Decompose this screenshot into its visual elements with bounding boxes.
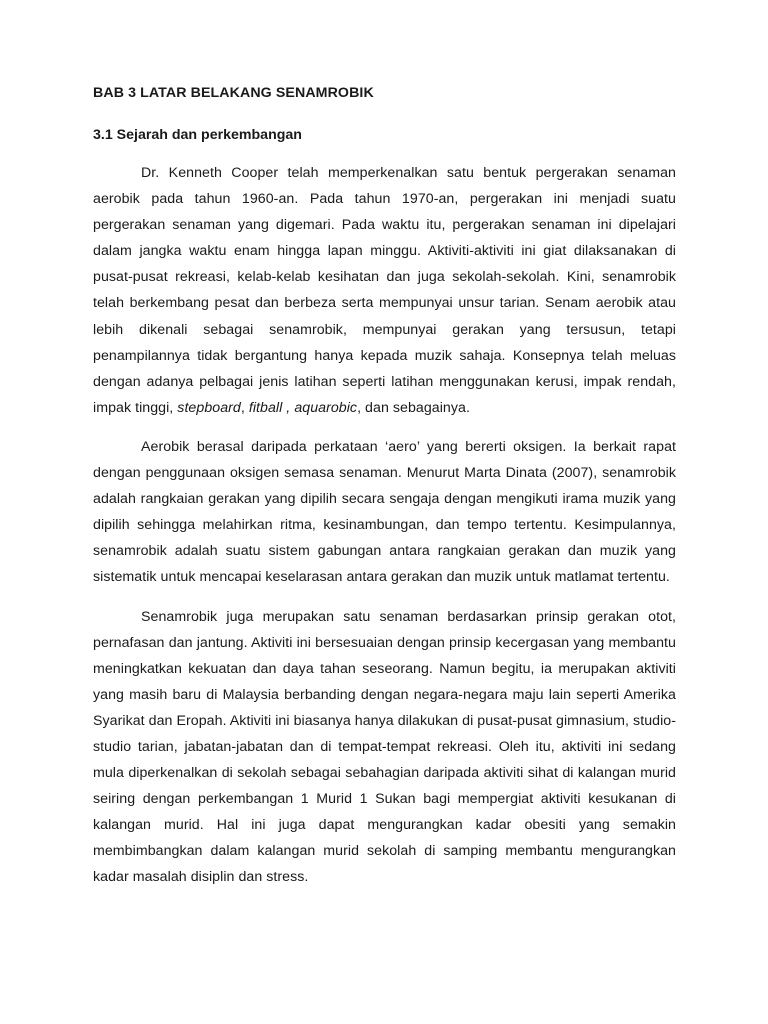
term-fitball: fitball , [248,399,291,416]
separator-1: , [240,399,249,416]
paragraph-1 [93,160,676,421]
section-title: 3.1 Sejarah dan perkembangan [93,127,302,143]
paragraph-1-text-a: Dr. Kenneth Cooper telah memperkenalkan satu bentuk pergerakan senaman aerobik pada tahun 1960-an. Pada tahun 1970-an, pergerakan ini menjadi suatu pergerakan senaman yang digemari. Pada waktu itu, pergerakan senaman ini dipelajari dalam jangka waktu enam hingga lapan minggu. Aktiviti-aktiviti ini giat dilaksanakan di pusat-pusat rekreasi, kelab-kelab kesihatan dan juga sekolah-sekolah. Kini, senamrobik telah berkembang pesat dan berbeza serta mempunyai unsur tarian. Senam aerobik atau lebih dikenali sebagai senamrobik, mempunyai gerakan yang tersusun, tetapi penampilannya tidak bergantung hanya kepada muzik sahaja. Konsepnya telah meluas dengan adanya pelbagai jenis latihan seperti latihan menggunakan kerusi, impak rendah, impak tinggi, [93,165,676,416]
paragraph-1-text-b: , dan sebagainya. [357,399,470,416]
paragraph-3: Senamrobik juga merupakan satu senaman berdasarkan prinsip gerakan otot, pernafasan dan jantung. Aktiviti ini bersesuaian dengan prinsip kecergasan yang membantu meningkatkan kekuatan dan daya tahan seseorang. Namun begitu, ia merupakan aktiviti yang masih baru di Malaysia berbanding dengan negara-negara maju lain seperti Amerika Syarikat dan Eropah. Aktiviti ini biasanya hanya dilakukan di pusat-pusat gimnasium, studio-studio tarian, jabatan-jabatan dan di tempat-tempat rekreasi. Oleh itu, aktiviti ini sedang mula diperkenalkan di sekolah sebagai sebahagian daripada aktiviti sihat di kalangan murid seiring dengan perkembangan 1 Murid 1 Sukan bagi mempergiat aktiviti kesukanan di kalangan murid. Hal ini juga dapat mengurangkan kadar obesiti yang semakin membimbangkan dalam kalangan murid sekolah di samping membantu mengurangkan kadar masalah disiplin dan stress. [93,608,676,886]
term-aquarobic: aquarobic [294,399,358,416]
chapter-title: BAB 3 LATAR BELAKANG SENAMROBIK [93,85,374,101]
term-stepboard: stepboard [177,399,241,416]
paragraph-2: Aerobik berasal daripada perkataan ‘aero’ yang bererti oksigen. Ia berkait rapat dengan penggunaan oksigen semasa senaman. Menurut Marta Dinata (2007), senamrobik adalah rangkaian gerakan yang dipilih secara sengaja dengan mengikuti irama muzik yang dipilih sehingga melahirkan ritma, kesinambungan, dan tempo tertentu. Kesimpulannya, senamrobik adalah suatu sistem gabungan antara rangkaian gerakan dan muzik yang sistematik untuk mencapai keselarasan antara gerakan dan muzik untuk matlamat tertentu. [93,438,676,586]
